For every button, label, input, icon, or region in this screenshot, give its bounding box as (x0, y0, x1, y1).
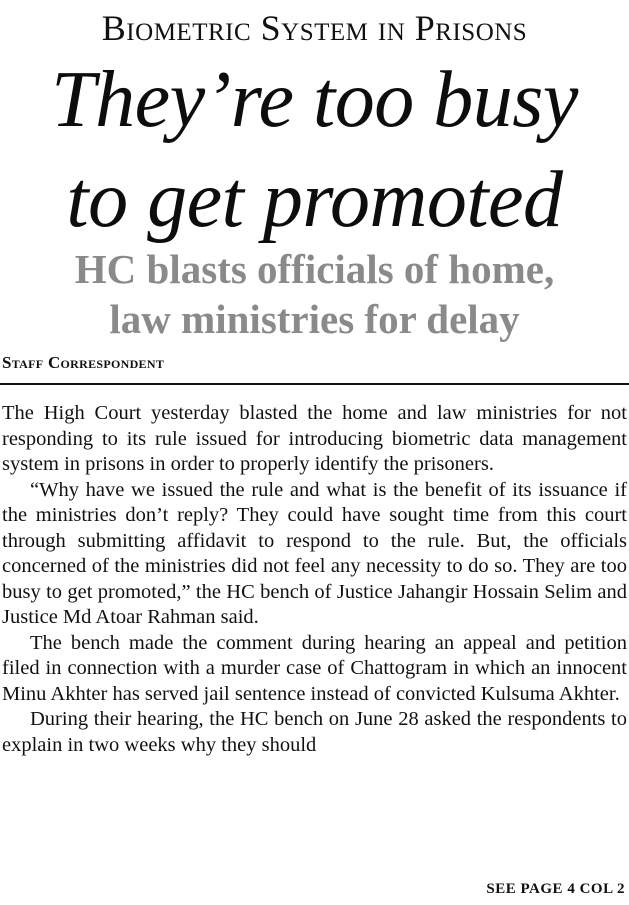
subheadline-line-1: HC blasts officials of home, (74, 246, 555, 292)
byline: Staff Correspondent (2, 353, 165, 372)
article-paragraph-3: The bench made the comment during hearing an appeal and petition filed in connection with a murder case of Chattogram in which an innocent Minu Akhter has served jail sentence instead of convicted Kulsuma Akhter. (2, 631, 627, 705)
kicker-label: Biometric System in Prisons (101, 8, 528, 48)
subheadline (0, 244, 629, 344)
article-paragraph-1: The High Court yesterday blasted the home and law ministries for not responding to its rule issued for introducing biometric data management system in prisons in order to properly identify the prisoners. (2, 402, 627, 475)
byline-divider (0, 383, 629, 385)
article-body (2, 401, 627, 758)
subheadline-line-2: law ministries for delay (109, 296, 520, 342)
article-paragraph-2: “Why have we issued the rule and what is the benefit of its issuance if the ministries don’t reply? They could have sought time from this court through submitting affidavit to respond to the rule. But, the officials concerned of the ministries did not feel any necessity to do so. They are too busy to get promoted,” the HC bench of Justice Jahangir Hossain Selim and Justice Md Atoar Rahman said. (2, 478, 627, 628)
headline-line-1: They’re too busy (51, 56, 578, 144)
headline (0, 50, 629, 250)
article-paragraph-4: During their hearing, the HC bench on June 28 asked the respondents to explain in two weeks why they should (2, 708, 627, 756)
continuation-jump-line: SEE PAGE 4 COL 2 (486, 881, 625, 897)
headline-line-2: to get promoted (66, 156, 563, 244)
